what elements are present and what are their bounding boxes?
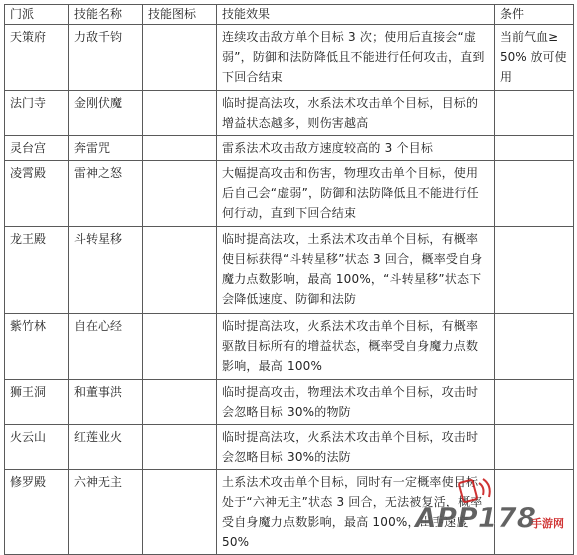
sect-cell: 天策府 (5, 25, 69, 91)
header-condition: 条件 (495, 5, 574, 25)
skill-effect-cell: 临时提高法攻，火系法术攻击单个目标，有概率驱散目标所有的增益状态，概率受自身魔力点数影响，最高 100% (217, 314, 495, 380)
sect-cell: 法门寺 (5, 91, 69, 136)
skill-name-cell: 红莲业火 (69, 425, 143, 470)
table-row (5, 227, 574, 314)
skill-icon-cell (143, 25, 217, 91)
condition-cell (495, 380, 574, 425)
skill-name-cell: 六神无主 (69, 470, 143, 555)
header-row (5, 5, 574, 25)
table-row (5, 161, 574, 227)
condition-cell: 当前气血≥ 50% 放可使用 (495, 25, 574, 91)
skill-name-cell: 奔雷咒 (69, 136, 143, 161)
header-skill-effect: 技能效果 (217, 5, 495, 25)
phone-icon (459, 479, 490, 502)
skill-name-cell: 和董事洪 (69, 380, 143, 425)
skill-icon-cell (143, 136, 217, 161)
skill-icon-cell (143, 227, 217, 314)
skill-effect-cell: 临时提高法攻，土系法术攻击单个目标，有概率使目标获得“斗转星移”状态 3 回合，概率受自身魔力点数影响，最高 100%，“斗转星移”状态下会降低速度、防御和法防 (217, 227, 495, 314)
condition-cell (495, 227, 574, 314)
condition-cell (495, 314, 574, 380)
condition-cell (495, 136, 574, 161)
sect-cell: 火云山 (5, 425, 69, 470)
skill-effect-cell: 临时提高法攻，火系法术攻击单个目标，攻击时会忽略目标 30%的法防 (217, 425, 495, 470)
skill-effect-cell: 土系法术攻击单个目标，同时有一定概率使目标处于“六神无主”状态 3 回合，无法被复活，概率受自身魔力点数影响，最高 100%，出手速度 50% (217, 470, 495, 555)
skill-effect-cell: 临时提高攻击，物理法术攻击单个目标，攻击时会忽略目标 30%的物防 (217, 380, 495, 425)
sect-cell: 龙王殿 (5, 227, 69, 314)
condition-cell (495, 161, 574, 227)
skill-icon-cell (143, 161, 217, 227)
sect-cell: 凌霄殿 (5, 161, 69, 227)
skill-icon-cell (143, 380, 217, 425)
skill-icon-cell (143, 314, 217, 380)
app178-watermark-logo (413, 477, 573, 537)
skill-name-cell: 自在心经 (69, 314, 143, 380)
table-row (5, 314, 574, 380)
skill-effect-cell: 连续攻击敌方单个目标 3 次；使用后直接会“虚弱”，防御和法防降低且不能进行任何攻击，直到下回合结束 (217, 25, 495, 91)
condition-cell (495, 425, 574, 470)
table-row (5, 25, 574, 91)
skill-name-cell: 力敌千钧 (69, 25, 143, 91)
skill-effect-cell: 大幅提高攻击和伤害，物理攻击单个目标，使用后自己会“虚弱”，防御和法防降低且不能进行任何行动，直到下回合结束 (217, 161, 495, 227)
table-row (5, 136, 574, 161)
header-sect: 门派 (5, 5, 69, 25)
skills-table (4, 4, 574, 555)
skill-icon-cell (143, 425, 217, 470)
watermark-sub: 手游网 (531, 517, 564, 530)
sect-cell: 紫竹林 (5, 314, 69, 380)
header-skill-name: 技能名称 (69, 5, 143, 25)
skill-name-cell: 斗转星移 (69, 227, 143, 314)
watermark-brand: APP178 (415, 501, 537, 534)
skill-name-cell: 金刚伏魔 (69, 91, 143, 136)
skill-icon-cell (143, 91, 217, 136)
sect-cell: 狮王洞 (5, 380, 69, 425)
table-row (5, 380, 574, 425)
skill-icon-cell (143, 470, 217, 555)
condition-cell (495, 91, 574, 136)
sect-cell: 修罗殿 (5, 470, 69, 555)
table-row (5, 91, 574, 136)
skill-effect-cell: 临时提高法攻，水系法术攻击单个目标，目标的增益状态越多，则伤害越高 (217, 91, 495, 136)
header-skill-icon: 技能图标 (143, 5, 217, 25)
table-row (5, 425, 574, 470)
sect-cell: 灵台宫 (5, 136, 69, 161)
skill-name-cell: 雷神之怒 (69, 161, 143, 227)
skill-effect-cell: 雷系法术攻击敌方速度较高的 3 个目标 (217, 136, 495, 161)
